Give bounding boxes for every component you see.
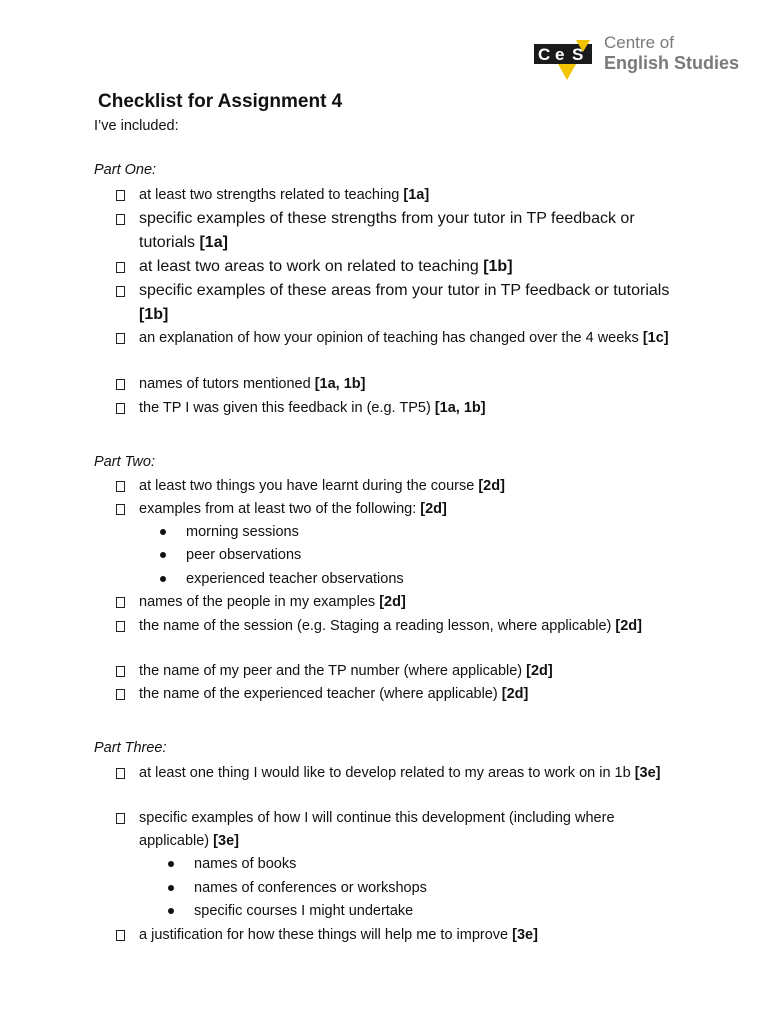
part-one-item-2[interactable]: specific examples of these strengths from your tutor in TP feedback or tutorials [1a] — [116, 207, 676, 255]
checkbox[interactable] — [116, 286, 125, 297]
part-one-item-4[interactable]: specific examples of these areas from your tutor in TP feedback or tutorials [1b] — [116, 279, 676, 327]
ces-logo — [532, 30, 752, 82]
checkbox[interactable] — [116, 403, 125, 414]
ces-logo-mark-icon — [532, 40, 594, 80]
checkbox[interactable] — [116, 333, 125, 344]
checkbox[interactable] — [116, 190, 125, 201]
checkbox[interactable] — [116, 379, 125, 390]
checkbox[interactable] — [116, 214, 125, 225]
part-two-item-2[interactable]: examples from at least two of the following: [2d] — [116, 498, 676, 521]
part-one-heading: Part One: — [94, 162, 157, 178]
part-two-item-4[interactable]: the name of the session (e.g. Staging a reading lesson, where applicable) [2d] — [116, 615, 676, 638]
logo-line-centre-of: Centre of — [604, 33, 674, 52]
part-three-item-3[interactable]: a justification for how these things will help me to improve [3e] — [116, 924, 676, 947]
checkbox[interactable] — [116, 813, 125, 824]
logo-line-english-studies: English Studies — [604, 53, 740, 73]
part-one-item-1[interactable]: at least two strengths related to teaching [1a] — [116, 184, 676, 207]
logo-wordmark — [604, 34, 739, 72]
bullet-dot — [168, 885, 174, 891]
part-three-bullet-1: names of books — [168, 853, 296, 876]
part-two-bullet-1: morning sessions — [160, 521, 299, 544]
checkbox[interactable] — [116, 262, 125, 273]
intro-text: I’ve included: — [94, 118, 179, 134]
checkbox[interactable] — [116, 621, 125, 632]
logo-mark-letter-e: e — [555, 45, 565, 64]
checkbox[interactable] — [116, 666, 125, 677]
part-two-heading: Part Two: — [94, 454, 155, 470]
bullet-dot — [160, 576, 166, 582]
part-three-item-1[interactable]: at least one thing I would like to develop related to my areas to work on in 1b [3e] — [116, 762, 676, 785]
checkbox[interactable] — [116, 504, 125, 515]
part-one-item-7[interactable]: the TP I was given this feedback in (e.g. TP5) [1a, 1b] — [116, 397, 676, 420]
part-two-item-5[interactable]: the name of my peer and the TP number (where applicable) [2d] — [116, 660, 676, 683]
page-title: Checklist for Assignment 4 — [98, 91, 343, 112]
logo-mark-letter-c: C — [538, 45, 551, 64]
checkbox[interactable] — [116, 597, 125, 608]
checkbox[interactable] — [116, 481, 125, 492]
part-one-item-3[interactable]: at least two areas to work on related to teaching [1b] — [116, 255, 676, 279]
bullet-dot — [168, 908, 174, 914]
part-one-item-5[interactable]: an explanation of how your opinion of teaching has changed over the 4 weeks [1c] — [116, 327, 676, 350]
part-one-item-6[interactable]: names of tutors mentioned [1a, 1b] — [116, 373, 676, 396]
part-two-item-1[interactable]: at least two things you have learnt during the course [2d] — [116, 475, 676, 498]
part-three-heading: Part Three: — [94, 740, 167, 756]
checkbox[interactable] — [116, 768, 125, 779]
part-two-item-3[interactable]: names of the people in my examples [2d] — [116, 591, 676, 614]
bullet-dot — [160, 552, 166, 558]
part-three-item-2[interactable]: specific examples of how I will continue this development (including where applicable) [3e] — [116, 807, 676, 853]
part-two-bullet-2: peer observations — [160, 544, 301, 567]
part-two-bullet-3: experienced teacher observations — [160, 568, 404, 591]
checkbox[interactable] — [116, 930, 125, 941]
logo-mark-letter-s: S — [572, 45, 584, 64]
part-three-bullet-3: specific courses I might undertake — [168, 900, 413, 923]
part-two-item-6[interactable]: the name of the experienced teacher (where applicable) [2d] — [116, 683, 676, 706]
checkbox[interactable] — [116, 689, 125, 700]
bullet-dot — [160, 529, 166, 535]
part-three-bullet-2: names of conferences or workshops — [168, 877, 427, 900]
bullet-dot — [168, 861, 174, 867]
